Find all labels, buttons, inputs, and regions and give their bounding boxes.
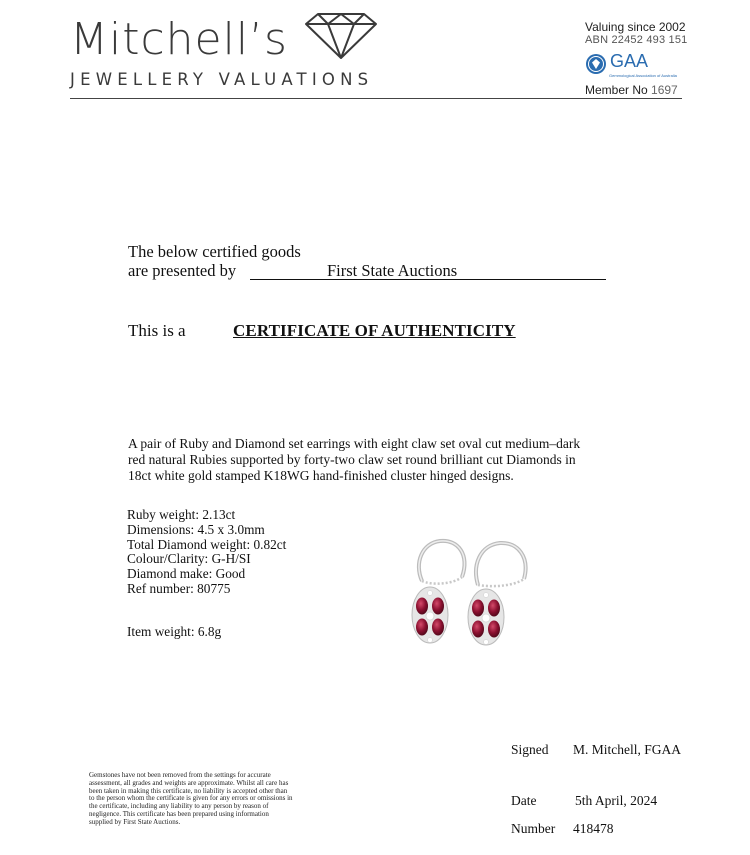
signed-label: Signed <box>511 742 549 757</box>
signed-value: M. Mitchell, FGAA <box>573 742 681 757</box>
earrings-photo <box>400 533 540 648</box>
presenter-name: First State Auctions <box>327 261 458 280</box>
member-value: 1697 <box>651 83 678 97</box>
spec-colour-clarity: Colour/Clarity: G-H/SI <box>127 551 251 567</box>
date-value: 5th April, 2024 <box>575 793 658 808</box>
valuing-since: Valuing since 2002 <box>585 20 686 34</box>
certificate-title: CERTIFICATE OF AUTHENTICITY <box>233 321 516 340</box>
item-weight: Item weight: 6.8g <box>127 624 222 639</box>
spec-ref-number: Ref number: 80775 <box>127 580 231 596</box>
date-label: Date <box>511 793 537 808</box>
spec-ruby-weight: Ruby weight: 2.13ct <box>127 507 236 522</box>
brand-name: Mitchell’s <box>70 14 288 65</box>
abn-number: ABN 22452 493 151 <box>585 34 688 46</box>
disclaimer-text: Gemstones have not been removed from the settings for accurate assessment, all grades and weights are approximate. Whilst all care has been taken in making this certificate, no liability is accepted other than to the person whom the certificate is given for any errors or omissions in the certificate, including any liability to any person by reason of negligence. This certificate has been prepared using information supplied by First State Auctions. <box>89 771 293 826</box>
left-earring <box>412 541 465 643</box>
gaa-seal-icon <box>585 53 607 75</box>
gaa-logo-text: GAA <box>610 51 649 71</box>
spec-diamond-weight: Total Diamond weight: 0.82ct <box>127 536 287 552</box>
number-value: 418478 <box>573 821 614 836</box>
certificate-prefix: This is a <box>128 321 186 340</box>
presented-line-2: are presented by <box>128 261 237 280</box>
brand-subtitle: JEWELLERY VALUATIONS <box>70 70 374 89</box>
right-earring <box>468 543 526 645</box>
member-number <box>585 83 678 97</box>
spec-diamond-make: Diamond make: Good <box>127 566 246 582</box>
header-divider <box>70 98 682 99</box>
gaa-full-name: Gemmological Association of Australia <box>609 73 677 78</box>
presented-line-1: The below certified goods <box>128 242 301 261</box>
member-label: Member No <box>585 83 648 97</box>
spec-dimensions: Dimensions: 4.5 x 3.0mm <box>127 521 265 537</box>
item-description: A pair of Ruby and Diamond set earrings with eight claw set oval cut medium–dark red natural Rubies supported by forty-two claw set round brilliant cut Diamonds in 18ct white gold stamped K18WG hand-finished cluster hinged designs. <box>128 436 581 483</box>
spec-list <box>127 508 286 597</box>
number-label: Number <box>511 821 556 836</box>
diamond-icon <box>304 12 378 60</box>
